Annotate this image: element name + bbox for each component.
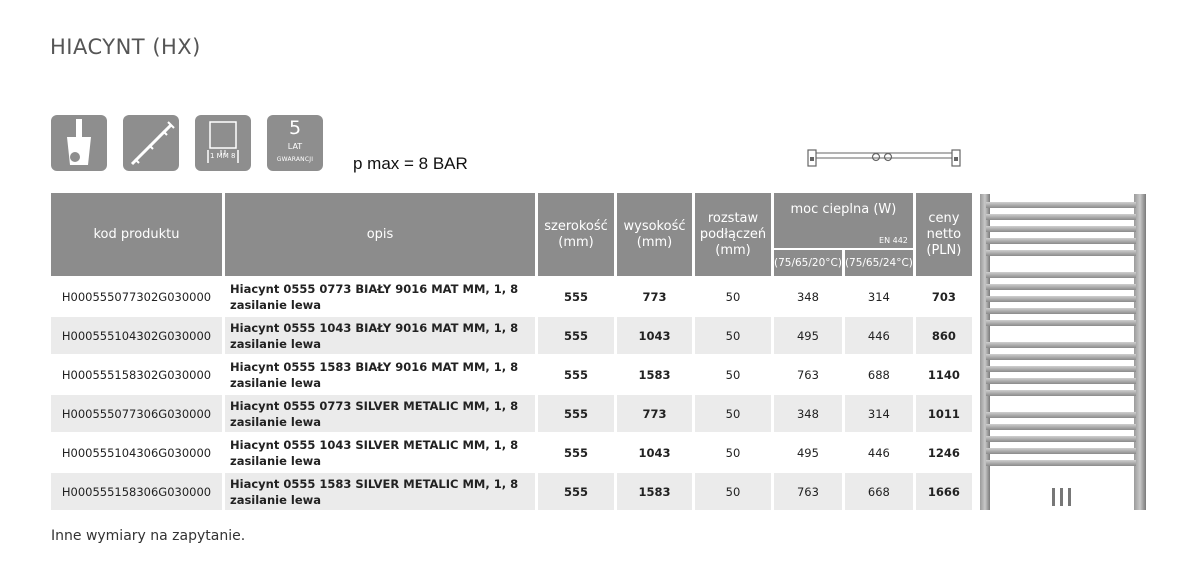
radiator-bar [986,436,1136,442]
header-price: ceny netto (PLN) [916,193,972,276]
header-code: kod produktu [51,193,225,276]
price-cell: 703 [916,276,972,315]
radiator-bar-icon [123,115,179,171]
description-line: Hiacynt 0555 1583 SILVER METALIC MM, 1, 8 [230,476,519,491]
price-cell: 860 [916,315,972,354]
radiator-bar [986,460,1136,466]
description-cell [225,354,538,393]
description-line: zasilanie lewa [230,375,322,390]
warranty-icon [267,115,323,171]
radiator-bar [986,214,1136,220]
code-cell: H000555077302G030000 [51,276,225,315]
width-cell: 555 [538,471,617,510]
description-line: Hiacynt 0555 1583 BIAŁY 9016 MAT MM, 1, 8 [230,359,519,374]
price-cell: 1246 [916,432,972,471]
power1-cell: 763 [774,354,845,393]
radiator-bar [986,320,1136,326]
header-description: opis [225,193,538,276]
radiator-bar [986,366,1136,372]
width-cell: 555 [538,315,617,354]
electric-heater-icon [51,115,107,171]
code-cell: H000555104302G030000 [51,315,225,354]
warranty-label: GWARANCJI [276,156,314,163]
radiator-bar [986,424,1136,430]
radiator-bar [986,412,1136,418]
description-line: zasilanie lewa [230,336,322,351]
power2-cell: 668 [845,471,916,510]
page-title: HIACYNT (HX) [50,35,201,59]
radiator-bar [986,250,1136,256]
radiator-bar [986,378,1136,384]
radiator-bar [986,238,1136,244]
spacing-cell: 50 [695,276,774,315]
height-cell: 1043 [617,315,695,354]
mm-spacing-icon [195,115,251,171]
description-line: zasilanie lewa [230,414,322,429]
width-cell: 555 [538,276,617,315]
pressure-label: p max = 8 BAR [353,154,468,173]
header-power-sub2: (75/65/24°C) [845,248,916,276]
description-line: zasilanie lewa [230,297,322,312]
description-cell [225,471,538,510]
description-line: zasilanie lewa [230,492,322,507]
description-line: zasilanie lewa [230,453,322,468]
power1-cell: 348 [774,276,845,315]
table-row [51,276,972,315]
price-cell: 1666 [916,471,972,510]
description-line: Hiacynt 0555 1043 SILVER METALIC MM, 1, 8 [230,437,519,452]
spacing-cell: 50 [695,432,774,471]
feature-icons [51,115,323,171]
mm-label: 1 MM 8 [210,152,236,160]
power1-cell: 495 [774,315,845,354]
radiator-bar [986,202,1136,208]
price-cell: 1011 [916,393,972,432]
spacing-cell: 50 [695,315,774,354]
radiator-bar [986,284,1136,290]
power1-cell: 348 [774,393,845,432]
spacing-cell: 50 [695,393,774,432]
footer-note: Inne wymiary na zapytanie. [51,528,246,544]
power2-cell: 446 [845,315,916,354]
radiator-bar [986,390,1136,396]
table-row [51,354,972,393]
power1-cell: 495 [774,432,845,471]
power2-cell: 314 [845,393,916,432]
header-spacing: rozstaw podłączeń (mm) [695,193,774,276]
description-line: Hiacynt 0555 0773 SILVER METALIC MM, 1, 8 [230,398,519,413]
header-power [774,193,916,248]
code-cell: H000555158302G030000 [51,354,225,393]
code-cell: H000555104306G030000 [51,432,225,471]
table-row [51,315,972,354]
price-cell: 1140 [916,354,972,393]
radiator-image [978,194,1148,512]
description-line: Hiacynt 0555 0773 BIAŁY 9016 MAT MM, 1, 8 [230,281,519,296]
table-row [51,471,972,510]
header-height: wysokość (mm) [617,193,695,276]
table-row [51,393,972,432]
description-cell [225,315,538,354]
spacing-cell: 50 [695,471,774,510]
code-cell: H000555077306G030000 [51,393,225,432]
code-cell: H000555158306G030000 [51,471,225,510]
header-power-label: moc cieplna (W) [790,202,897,217]
width-cell: 555 [538,393,617,432]
height-cell: 773 [617,276,695,315]
header-power-sub1: (75/65/20°C) [774,248,845,276]
radiator-bar [986,448,1136,454]
description-cell [225,393,538,432]
description-line: Hiacynt 0555 1043 BIAŁY 9016 MAT MM, 1, 8 [230,320,519,335]
width-cell: 555 [538,354,617,393]
power1-cell: 763 [774,471,845,510]
radiator-bar [986,342,1136,348]
radiator-bar [986,272,1136,278]
power2-cell: 688 [845,354,916,393]
height-cell: 1583 [617,471,695,510]
height-cell: 773 [617,393,695,432]
connection-diagram-icon [806,145,966,171]
radiator-bar [986,308,1136,314]
description-cell [225,432,538,471]
power2-cell: 446 [845,432,916,471]
header-width: szerokość (mm) [538,193,617,276]
spacing-cell: 50 [695,354,774,393]
radiator-bar [986,296,1136,302]
warranty-number: 5 [288,117,302,139]
height-cell: 1043 [617,432,695,471]
header-power-norm: EN 442 [879,236,908,245]
description-cell [225,276,538,315]
warranty-years-label: LAT [287,142,303,151]
table-row [51,432,972,471]
power2-cell: 314 [845,276,916,315]
radiator-bar [986,226,1136,232]
radiator-bar [986,354,1136,360]
width-cell: 555 [538,432,617,471]
product-table [51,193,972,510]
height-cell: 1583 [617,354,695,393]
